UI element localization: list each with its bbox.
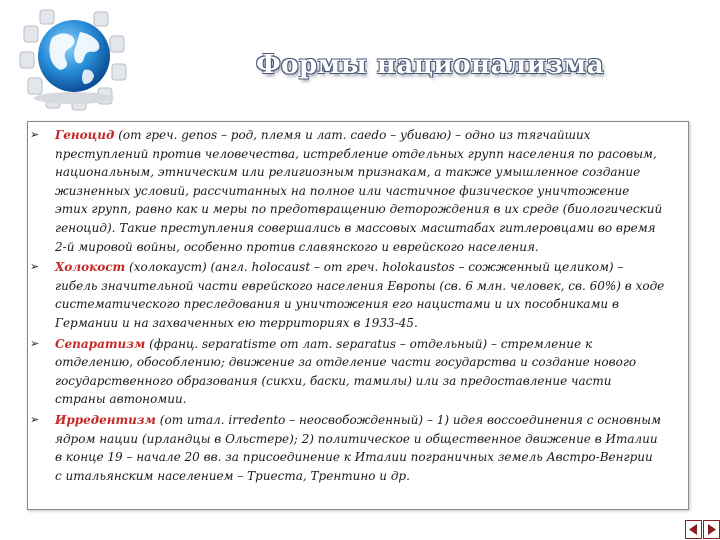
item-term: Геноцид	[55, 128, 115, 142]
item-term: Холокост	[55, 260, 126, 275]
item-line: в конце 19 – начале 20 вв. за присоединение к Италии пограничных земель Австро-Венгрии	[55, 450, 653, 465]
item-term: Ирредентизм	[55, 412, 156, 427]
item-text: (от итал. irredento – неосвобожденный) – 1) идея воссоединения с основным	[155, 412, 661, 427]
item-text: (франц. separatisme от лат. separatus – отдельный) – стремление к	[145, 336, 593, 351]
slide-title: Формы национализма	[255, 50, 605, 80]
item-first-line	[55, 411, 690, 430]
arrow-bullet-icon: ➢	[30, 260, 40, 274]
list-item-holocaust	[30, 258, 690, 332]
item-line: отделению, обособлению; движение за отделение части государства и создание нового	[55, 355, 637, 370]
item-line: национальным, этническим или религиозным признакам, а также умышленное создание	[55, 165, 641, 180]
arrow-bullet-icon: ➢	[30, 412, 40, 426]
item-line: геноцид). Такие преступления совершались в массовых масштабах гитлеровцами во время	[55, 220, 656, 235]
arrow-bullet-icon: ➢	[30, 336, 40, 350]
item-line: с итальянским населением – Триеста, Трентино и др.	[55, 468, 410, 483]
item-line: жизненных условий, рассчитанных на полное или частичное физическое уничтожение	[55, 183, 630, 198]
list-item-irredentism	[30, 411, 690, 485]
previous-slide-icon[interactable]	[686, 521, 702, 539]
item-term: Сепаратизм	[55, 336, 146, 351]
item-line: ядром нации (ирландцы в Ольстере); 2) политическое и общественное движение в Италии	[55, 431, 658, 446]
item-line: 2-й мировой войны, особенно против славянского и еврейского населения.	[55, 239, 539, 254]
item-line: государственного образования (сикхи, баски, тамилы) или за предоставление части	[55, 373, 612, 388]
item-line: страны автономии.	[55, 392, 187, 407]
item-line: гибель значительной части еврейского населения Европы (св. 6 млн. человек, св. 60%) в ходе	[55, 278, 665, 293]
item-text: (от греч. genos – род, племя и лат. caedo – убиваю) – одно из тягчайших	[114, 128, 591, 142]
item-text: (холокауст) (англ. holocaust – от греч. holokaustos – сожженный целиком) –	[125, 260, 624, 275]
next-slide-icon[interactable]	[704, 521, 720, 539]
list-item-genocide	[30, 126, 690, 256]
item-line: Германии и на захваченных ею территориях в 1933-45.	[55, 315, 418, 330]
item-first-line	[55, 126, 690, 145]
slide-navigation	[685, 520, 720, 540]
item-line: систематического преследования и уничтожения его нацистами и их пособниками в	[55, 297, 619, 312]
globe-with-chairs-logo	[14, 6, 132, 114]
list-item-separatism	[30, 335, 690, 409]
item-first-line	[55, 258, 690, 277]
arrow-bullet-icon: ➢	[30, 128, 40, 141]
item-line: преступлений против человечества, истребление отдельных групп населения по расовым,	[55, 146, 657, 161]
item-first-line	[55, 335, 690, 354]
definitions-list	[30, 126, 690, 487]
item-line: этих групп, равно как и меры по предотвращению деторождения в их среде (биологический	[55, 202, 663, 217]
